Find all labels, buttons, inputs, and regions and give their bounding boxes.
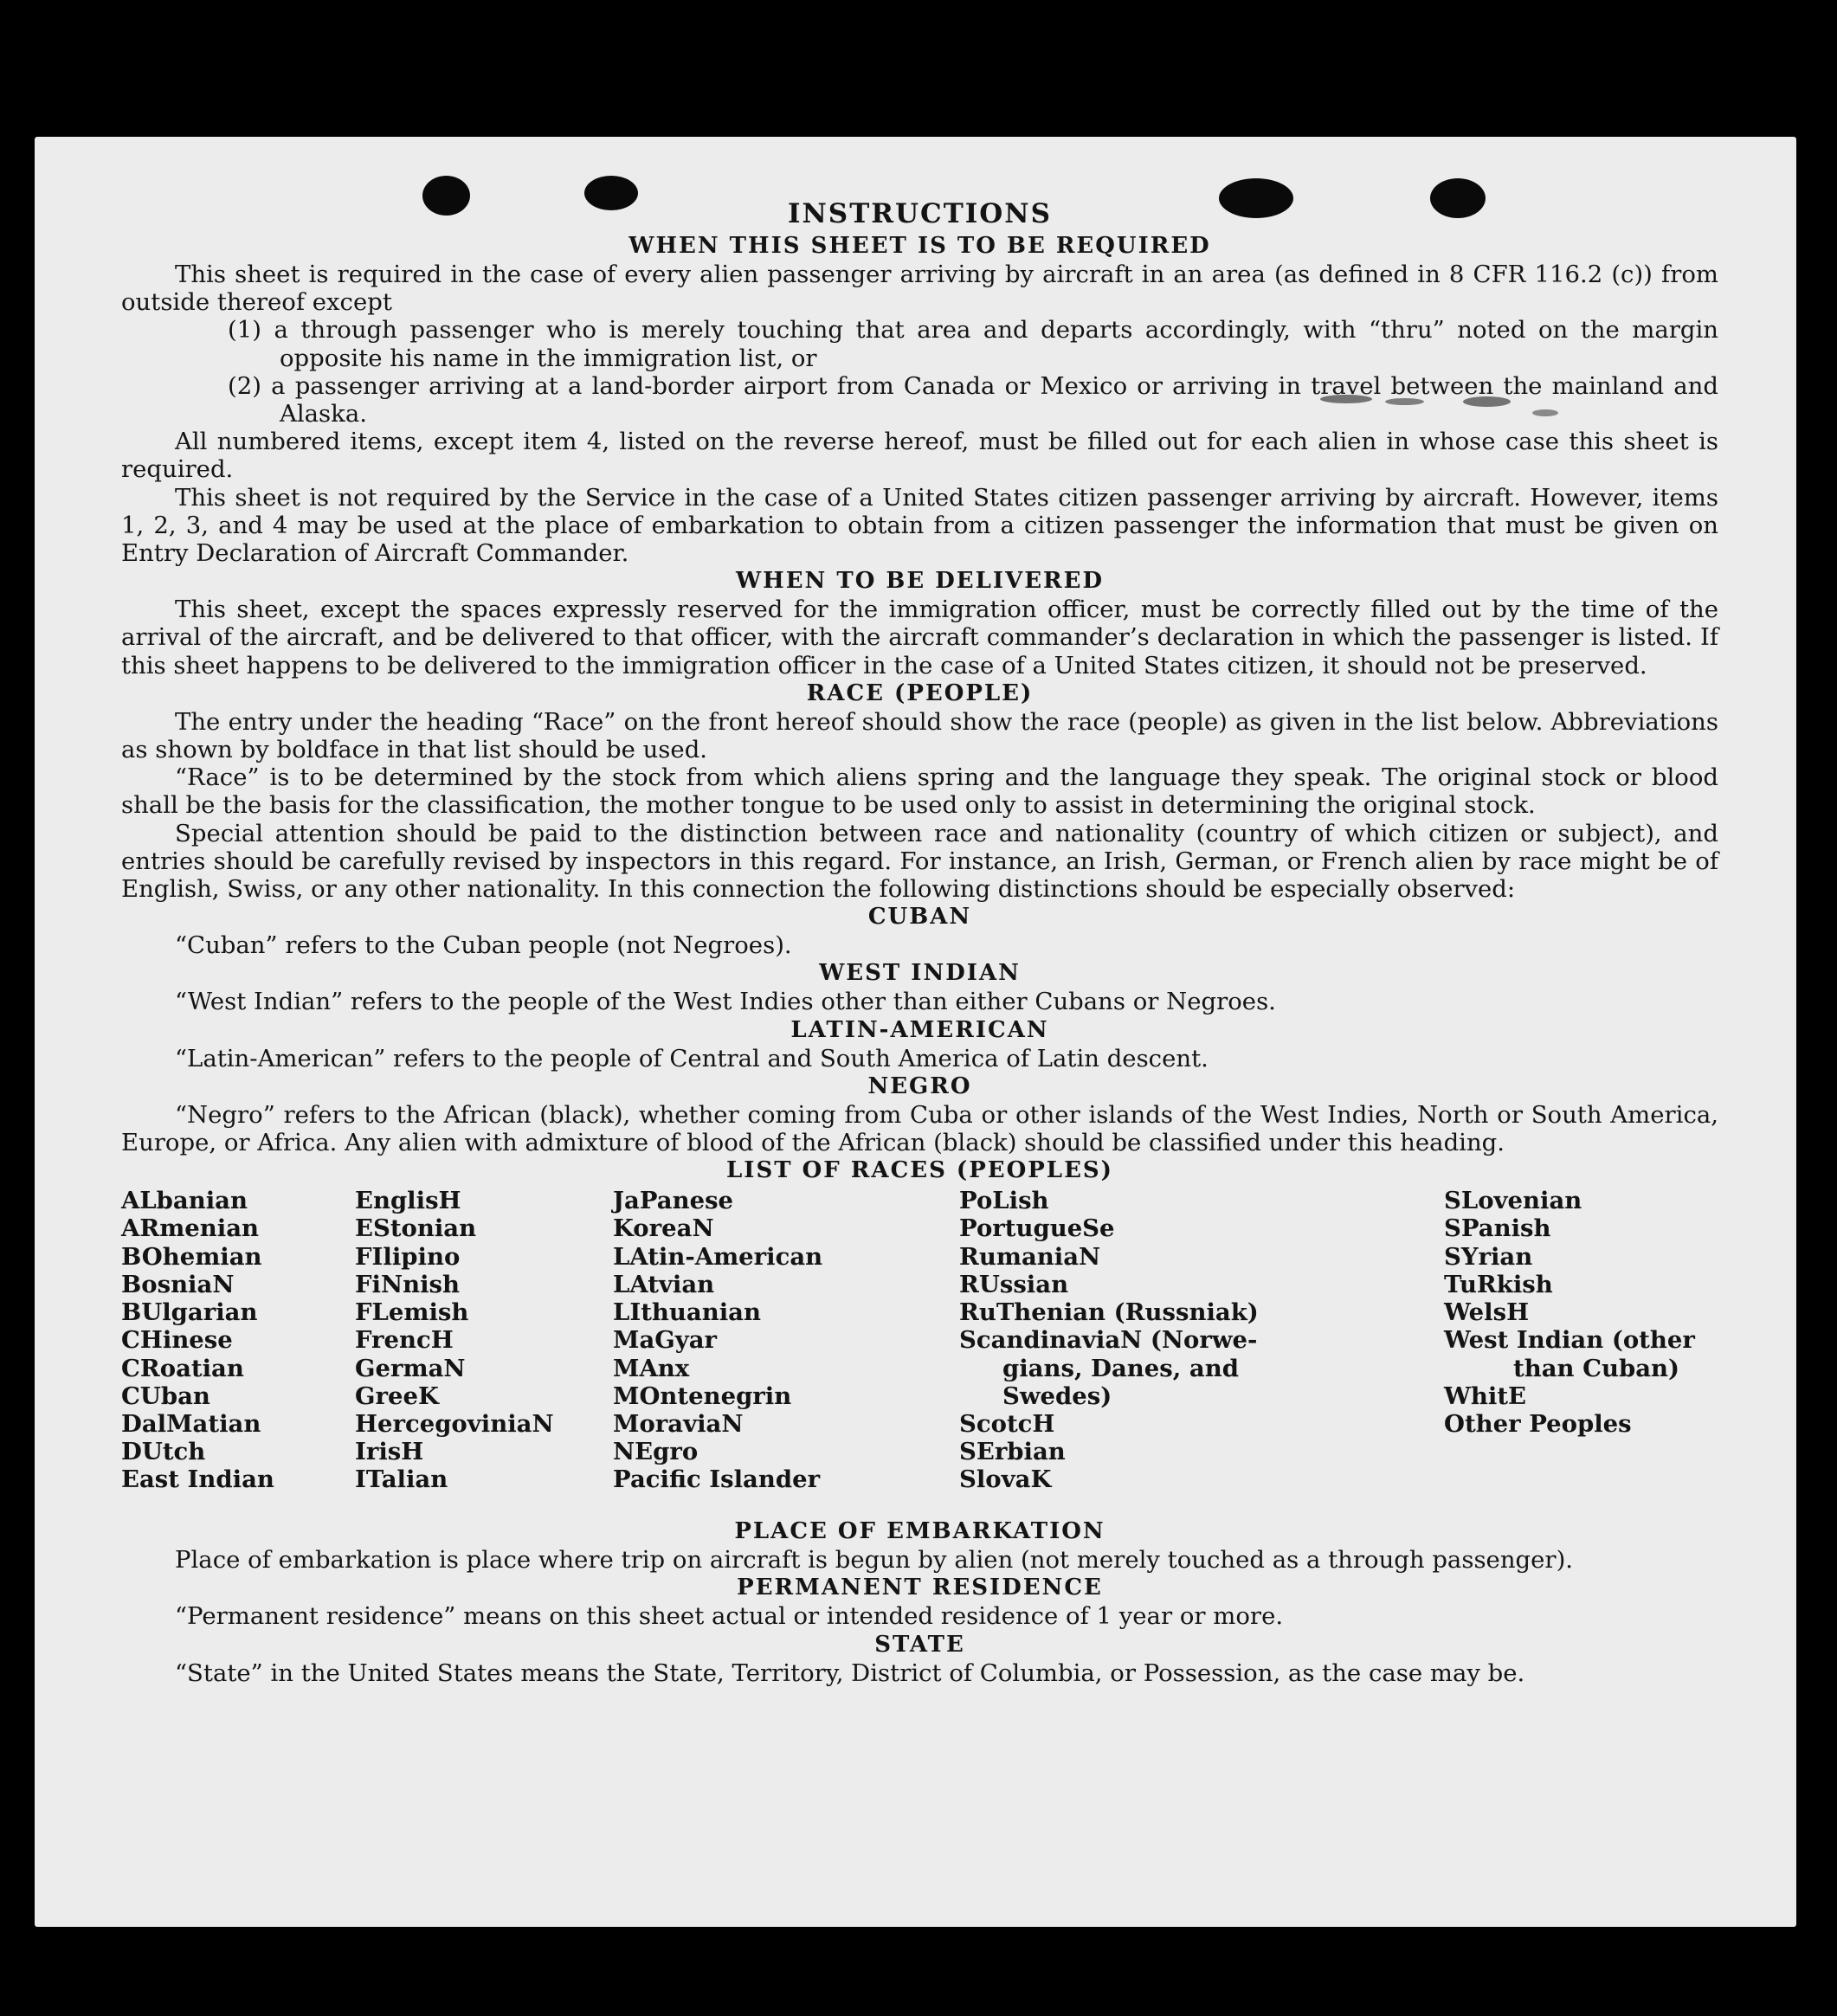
race-entry: Swedes)	[1002, 1382, 1112, 1410]
paragraph: “Cuban” refers to the Cuban people (not Negroes).	[175, 931, 792, 960]
races-column-2	[355, 1187, 554, 1493]
race-entry: FrencH	[355, 1326, 454, 1355]
paragraph: “Negro” refers to the African (black), whether coming from Cuba or other islands of the West Indies, North or South America, Europe, or Africa. Any alien with admixture of blood of the African (black) should be classified under this heading.	[121, 1100, 1718, 1157]
paragraph: All numbered items, except item 4, listed on the reverse hereof, must be filled out for each alien in whose case this sheet is required.	[121, 428, 1718, 484]
section-heading-state: STATE	[874, 1631, 965, 1658]
race-entry: RUssian	[959, 1270, 1069, 1298]
section-heading-negro: NEGRO	[867, 1072, 972, 1099]
race-entry: SErbian	[959, 1438, 1066, 1466]
paragraph: “West Indian” refers to the people of the West Indies other than either Cubans or Negroes.	[175, 988, 1276, 1016]
paragraph: Special attention should be paid to the distinction between race and nationality (country of which citizen or subject), and entries should be carefully revised by inspectors in this regard. For instance, an Irish, German, or French alien by race might be of English, Swiss, or any other nationality. In this connection the following distinctions should be especially observed:	[121, 819, 1718, 904]
race-entry: TuRkish	[1444, 1270, 1553, 1298]
paragraph: “Latin-American” refers to the people of Central and South America of Latin descent.	[175, 1044, 1209, 1072]
race-entry: Pacific Islander	[613, 1465, 821, 1494]
race-entry: JaPanese	[613, 1187, 734, 1215]
race-entry: MoraviaN	[613, 1409, 744, 1438]
race-entry: LIthuanian	[613, 1298, 761, 1327]
race-entry: PortugueSe	[959, 1214, 1115, 1243]
paragraph: Place of embarkation is place where trip on aircraft is begun by alien (not merely touched as a through passenger).	[175, 1546, 1574, 1575]
race-entry: ScandinaviaN (Norwe-	[959, 1326, 1258, 1355]
races-column-5-continued	[1444, 1355, 1695, 1382]
race-entry: DUtch	[121, 1438, 206, 1466]
race-entry: CUban	[121, 1382, 210, 1410]
races-list	[121, 1187, 1718, 1516]
race-entry: MOntenegrin	[613, 1382, 792, 1410]
section-heading-delivered: WHEN TO BE DELIVERED	[735, 568, 1105, 595]
exception-item-1: (1) a through passenger who is merely touching that area and departs accordingly, with “thru” noted on the margin opposite his name in the immigration list, or	[228, 316, 1718, 372]
race-entry: LAtin-American	[613, 1242, 823, 1271]
race-entry: BOhemian	[121, 1242, 262, 1271]
paragraph: “Race” is to be determined by the stock from which aliens spring and the language they speak. The original stock or blood shall be the basis for the classification, the mother tongue to be used only to assist in determining the original stock.	[121, 763, 1718, 820]
race-entry: PoLish	[959, 1187, 1049, 1215]
race-entry: NEgro	[613, 1438, 699, 1466]
race-entry: BUlgarian	[121, 1298, 258, 1327]
paragraph: This sheet, except the spaces expressly reserved for the immigration officer, must be correctly filled out by the time of the arrival of the aircraft, and be delivered to that officer, with the aircraft commander’s declaration in which the passenger is listed. If this sheet happens to be delivered to the immigration officer in the case of a United States citizen, it should not be preserved.	[121, 596, 1718, 680]
race-entry: FiNnish	[355, 1270, 461, 1298]
race-entry: IrisH	[355, 1438, 424, 1466]
race-entry: MaGyar	[613, 1326, 718, 1355]
race-entry: WelsH	[1444, 1298, 1530, 1327]
races-column-4-top	[959, 1187, 1259, 1354]
section-heading-residence: PERMANENT RESIDENCE	[737, 1575, 1103, 1601]
races-column-5	[1444, 1187, 1695, 1438]
page-title: INSTRUCTIONS	[787, 198, 1053, 229]
section-heading-required: WHEN THIS SHEET IS TO BE REQUIRED	[628, 233, 1211, 259]
races-column-3	[613, 1187, 822, 1493]
race-entry: WhitE	[1444, 1382, 1526, 1410]
section-heading-cuban: CUBAN	[867, 904, 972, 931]
race-entry: East Indian	[121, 1465, 274, 1494]
race-entry: GermaN	[355, 1354, 466, 1382]
races-column-1	[121, 1187, 274, 1493]
section-heading-latin-american: LATIN-AMERICAN	[790, 1016, 1049, 1043]
races-column-4-continued	[959, 1355, 1259, 1410]
race-entry: BosniaN	[121, 1270, 235, 1298]
race-entry: GreeK	[355, 1382, 439, 1410]
race-entry: ScotcH	[959, 1409, 1055, 1438]
exception-item-2: (2) a passenger arriving at a land-border airport from Canada or Mexico or arriving in travel between the mainland and Alaska.	[228, 371, 1718, 428]
race-entry: RumaniaN	[959, 1242, 1101, 1271]
race-entry: SPanish	[1444, 1214, 1551, 1243]
section-heading-embarkation: PLACE OF EMBARKATION	[734, 1518, 1105, 1545]
race-entry: MAnx	[613, 1354, 690, 1382]
paragraph: This sheet is not required by the Service in the case of a United States citizen passenger arriving by aircraft. However, items 1, 2, 3, and 4 may be used at the place of embarkation to obtain from a citizen passenger the information that must be given on Entry Declaration of Aircraft Commander.	[121, 483, 1718, 568]
race-entry: SLovenian	[1444, 1187, 1582, 1215]
race-entry: ITalian	[355, 1465, 448, 1494]
section-heading-list-of-races: LIST OF RACES (PEOPLES)	[726, 1157, 1113, 1184]
paragraph: “State” in the United States means the State, Territory, District of Columbia, or Possession, as the case may be.	[175, 1659, 1525, 1687]
paragraph: This sheet is required in the case of every alien passenger arriving by aircraft in an area (as defined in 8 CFR 116.2 (c)) from outside thereof except	[121, 261, 1718, 317]
race-entry: Other Peoples	[1444, 1409, 1632, 1438]
race-entry: CRoatian	[121, 1354, 244, 1382]
race-entry: West Indian (other	[1444, 1326, 1695, 1355]
race-entry: SlovaK	[959, 1465, 1052, 1494]
instruction-sheet	[35, 137, 1796, 1927]
race-entry: FLemish	[355, 1298, 469, 1327]
race-entry: LAtvian	[613, 1270, 715, 1298]
paragraph: The entry under the heading “Race” on the front hereof should show the race (people) as given in the list below. Abbreviations as shown by boldface in that list should be used.	[121, 707, 1718, 764]
race-entry: SYrian	[1444, 1242, 1533, 1271]
race-entry: KoreaN	[613, 1214, 714, 1243]
race-entry: ALbanian	[121, 1187, 248, 1215]
paragraph: “Permanent residence” means on this sheet actual or intended residence of 1 year or more.	[175, 1602, 1284, 1631]
race-entry: EStonian	[355, 1214, 477, 1243]
race-entry: EnglisH	[355, 1187, 461, 1215]
race-entry: ARmenian	[121, 1214, 260, 1243]
race-entry: than Cuban)	[1513, 1354, 1680, 1382]
races-column-5-top	[1444, 1187, 1695, 1354]
race-entry: DalMatian	[121, 1409, 261, 1438]
race-entry: FIlipino	[355, 1242, 461, 1271]
races-column-4-bottom	[959, 1410, 1259, 1494]
race-entry: RuThenian (Russniak)	[959, 1298, 1259, 1327]
race-entry: HercegoviniaN	[355, 1409, 554, 1438]
races-column-4	[959, 1187, 1259, 1493]
section-heading-west-indian: WEST INDIAN	[819, 960, 1021, 987]
instructions-text	[121, 197, 1718, 1687]
section-heading-race: RACE (PEOPLE)	[806, 680, 1034, 706]
race-entry: gians, Danes, and	[1002, 1354, 1239, 1382]
races-column-5-bottom	[1444, 1382, 1695, 1438]
race-entry: CHinese	[121, 1326, 233, 1355]
